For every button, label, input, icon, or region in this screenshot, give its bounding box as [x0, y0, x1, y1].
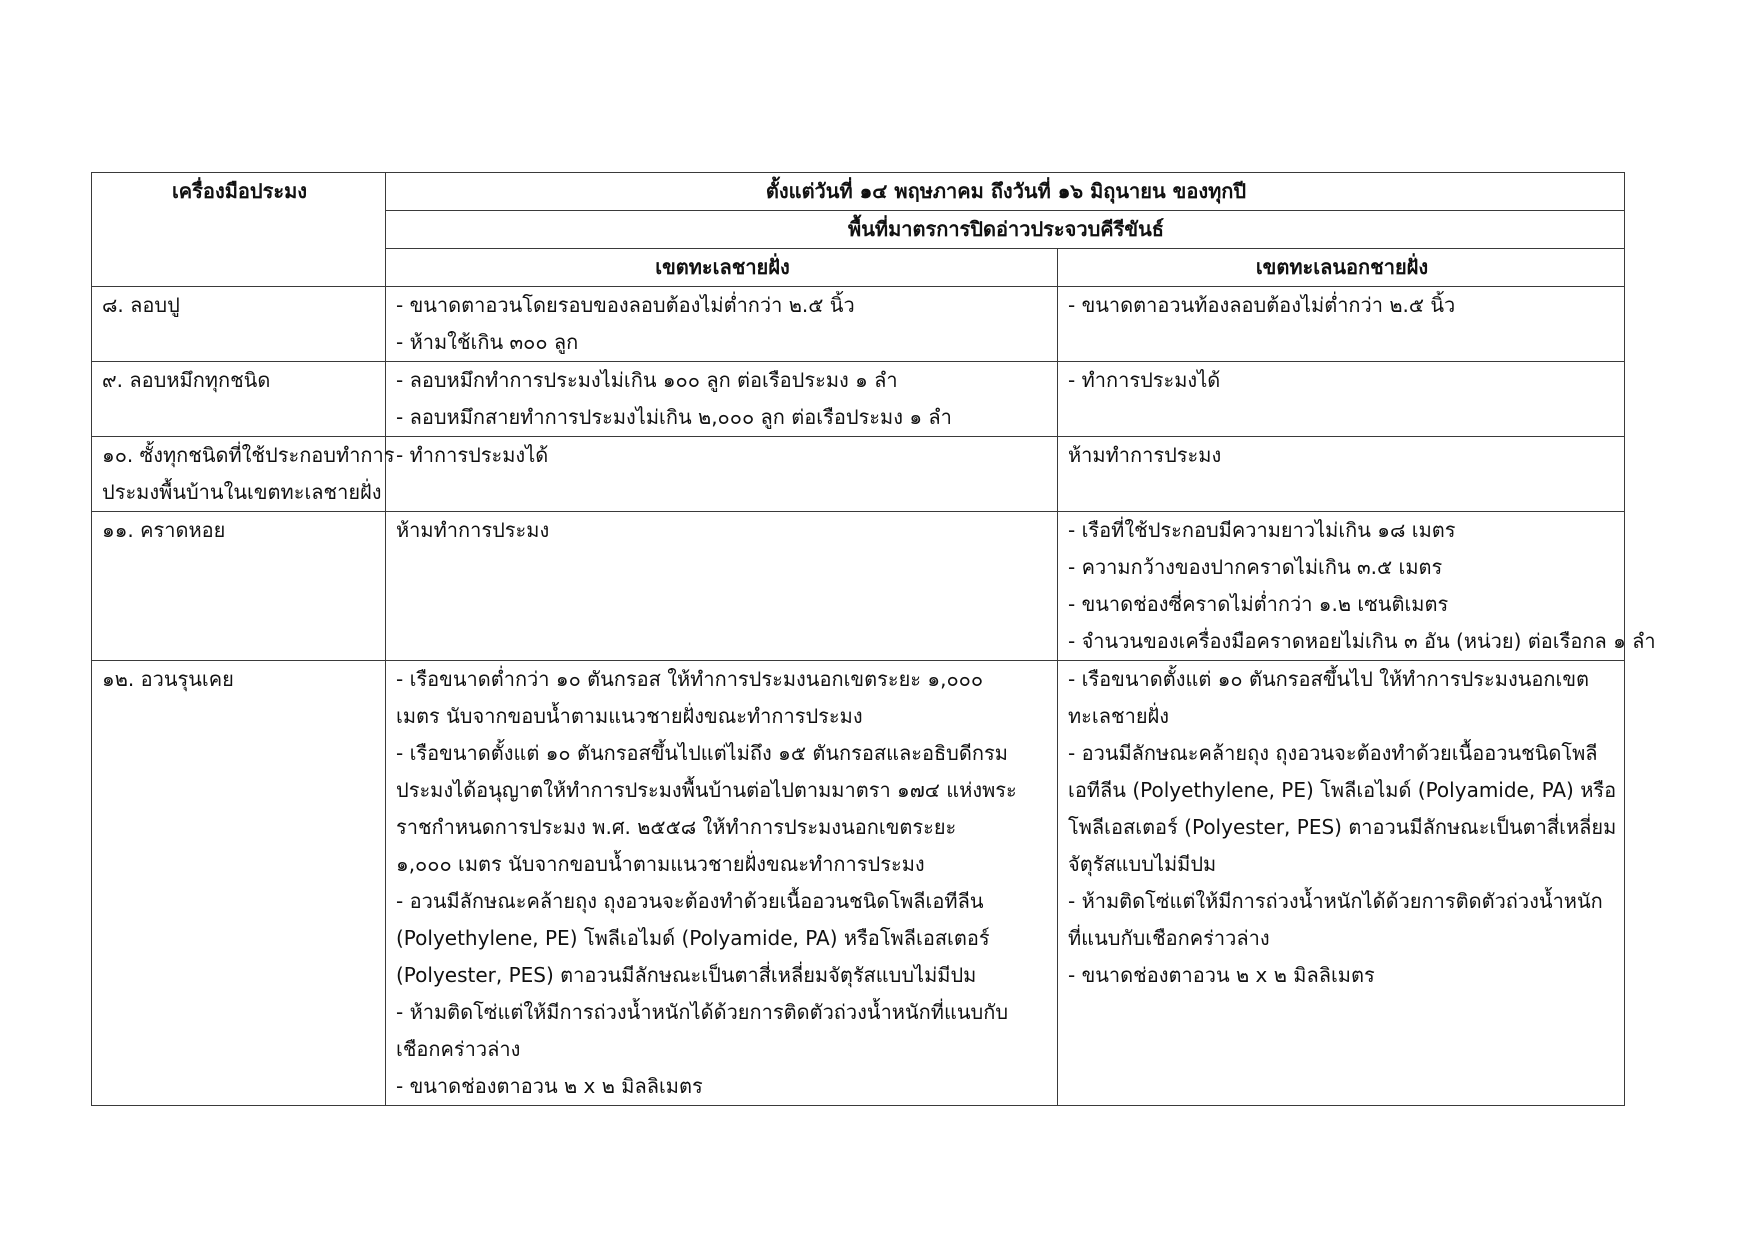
table-row: [92, 437, 1625, 512]
rule-line: (Polyethylene, PE) โพลีเอไมด์ (Polyamide, PA) หรือโพลีเอสเตอร์: [396, 926, 990, 950]
rule-line: - จำนวนของเครื่องมือคราดหอยไม่เกิน ๓ อัน (หน่วย) ต่อเรือกล ๑ ลำ: [1068, 629, 1656, 653]
rule-line: - เรือขนาดต่ำกว่า ๑๐ ตันกรอส ให้ทำการประมงนอกเขตระยะ ๑,๐๐๐: [396, 667, 984, 691]
rule-line: - เรือที่ใช้ประกอบมีความยาวไม่เกิน ๑๘ เมตร: [1068, 518, 1456, 542]
rule-line: - ขนาดตาอวนท้องลอบต้องไม่ต่ำกว่า ๒.๕ นิ้ว: [1068, 293, 1456, 317]
rule-line: - อวนมีลักษณะคล้ายถุง ถุงอวนจะต้องทำด้วยเนื้ออวนชนิดโพลีเอทีลีน: [396, 889, 984, 913]
rule-line: - ห้ามติดโซ่แต่ให้มีการถ่วงน้ำหนักได้ด้วยการติดตัวถ่วงน้ำหนักที่แนบกับ: [396, 1000, 1009, 1024]
tool-name: ๑๒. อวนรุนเคย: [102, 667, 234, 691]
coastal-rule-cell: [386, 661, 1058, 1106]
rule-line: เมตร นับจากขอบน้ำตามแนวชายฝั่งขณะทำการประมง: [396, 704, 863, 728]
rule-line: - ขนาดช่องซี่คราดไม่ต่ำกว่า ๑.๒ เซนติเมตร: [1068, 592, 1449, 616]
rule-line: ประมงได้อนุญาตให้ทำการประมงพื้นบ้านต่อไปตามมาตรา ๑๗๔ แห่งพระ: [396, 778, 1017, 802]
offshore-rule-cell: [1058, 512, 1656, 661]
rule-line: - ห้ามติดโซ่แต่ให้มีการถ่วงน้ำหนักได้ด้วยการติดตัวถ่วงน้ำหนัก: [1068, 889, 1603, 913]
header-period: ตั้งแต่วันที่ ๑๔ พฤษภาคม ถึงวันที่ ๑๖ มิถุนายน ของทุกปี: [386, 173, 1625, 211]
rule-line: โพลีเอสเตอร์ (Polyester, PES) ตาอวนมีลักษณะเป็นตาสี่เหลี่ยม: [1068, 815, 1617, 839]
tool-name-cell: [92, 287, 386, 362]
rule-line: - ความกว้างของปากคราดไม่เกิน ๓.๕ เมตร: [1068, 555, 1443, 579]
rule-line: - เรือขนาดตั้งแต่ ๑๐ ตันกรอสขึ้นไป ให้ทำการประมงนอกเขต: [1068, 667, 1590, 691]
rule-line: - อวนมีลักษณะคล้ายถุง ถุงอวนจะต้องทำด้วยเนื้ออวนชนิดโพลี: [1068, 741, 1598, 765]
header-coastal-zone: เขตทะเลชายฝั่ง: [386, 249, 1058, 287]
tool-name-line: ๑๐. ซั้งทุกชนิดที่ใช้ประกอบทำการ: [102, 443, 395, 467]
rule-line: - ทำการประมงได้: [396, 443, 549, 467]
rule-line: ห้ามทำการประมง: [396, 518, 550, 542]
offshore-rule-cell: [1058, 661, 1625, 1106]
tool-name: ๙. ลอบหมึกทุกชนิด: [102, 368, 271, 392]
table-row: [92, 287, 1625, 362]
rule-line: เชือกคร่าวล่าง: [396, 1037, 521, 1061]
rule-line: - ลอบหมึกสายทำการประมงไม่เกิน ๒,๐๐๐ ลูก ต่อเรือประมง ๑ ลำ: [396, 405, 952, 429]
header-tool-column: เครื่องมือประมง: [92, 173, 386, 287]
tool-name-line: ประมงพื้นบ้านในเขตทะเลชายฝั่ง: [102, 480, 382, 504]
coastal-rule-cell: [386, 362, 1058, 437]
coastal-rule-cell: [386, 437, 1058, 512]
header-offshore-zone: เขตทะเลนอกชายฝั่ง: [1058, 249, 1625, 287]
tool-name-cell: [92, 512, 386, 661]
rule-line: ๑,๐๐๐ เมตร นับจากขอบน้ำตามแนวชายฝั่งขณะทำการประมง: [396, 852, 925, 876]
rule-line: ห้ามทำการประมง: [1068, 443, 1222, 467]
table-row: [92, 661, 1625, 1106]
tool-name: ๘. ลอบปู: [102, 293, 180, 317]
rule-line: - ขนาดช่องตาอวน ๒ x ๒ มิลลิเมตร: [396, 1074, 703, 1098]
rule-line: - ขนาดตาอวนโดยรอบของลอบต้องไม่ต่ำกว่า ๒.๕ นิ้ว: [396, 293, 855, 317]
header-row-period: [92, 173, 1625, 211]
coastal-rule-cell: [386, 512, 1058, 661]
tool-name-cell: [92, 437, 395, 512]
fishing-regulation-table: [91, 172, 1656, 1106]
rule-line: (Polyester, PES) ตาอวนมีลักษณะเป็นตาสี่เหลี่ยมจัตุรัสแบบไม่มีปม: [396, 963, 977, 987]
rule-line: ที่แนบกับเชือกคร่าวล่าง: [1068, 926, 1270, 950]
rule-line: - ห้ามใช้เกิน ๓๐๐ ลูก: [396, 330, 579, 354]
table-row: [92, 362, 1625, 437]
tool-name-cell: [92, 362, 386, 437]
coastal-rule-cell: [386, 287, 1058, 362]
table-row: [92, 512, 1625, 661]
rule-line: - ขนาดช่องตาอวน ๒ x ๒ มิลลิเมตร: [1068, 963, 1375, 987]
rule-line: - ลอบหมึกทำการประมงไม่เกิน ๑๐๐ ลูก ต่อเรือประมง ๑ ลำ: [396, 368, 898, 392]
rule-line: จัตุรัสแบบไม่มีปม: [1068, 852, 1217, 876]
rule-line: - เรือขนาดตั้งแต่ ๑๐ ตันกรอสขึ้นไปแต่ไม่ถึง ๑๕ ตันกรอสและอธิบดีกรม: [396, 741, 1008, 765]
rule-line: ราชกำหนดการประมง พ.ศ. ๒๕๕๘ ให้ทำการประมงนอกเขตระยะ: [396, 815, 957, 839]
rule-line: ทะเลชายฝั่ง: [1068, 704, 1170, 728]
tool-name: ๑๑. คราดหอย: [102, 518, 226, 542]
rule-line: - ทำการประมงได้: [1068, 368, 1221, 392]
tool-name-cell: [92, 661, 386, 1106]
offshore-rule-cell: [1058, 287, 1625, 362]
offshore-rule-cell: [1058, 362, 1625, 437]
header-area: พื้นที่มาตรการปิดอ่าวประจวบคีรีขันธ์: [386, 211, 1625, 249]
offshore-rule-cell: [1058, 437, 1625, 512]
rule-line: เอทีลีน (Polyethylene, PE) โพลีเอไมด์ (Polyamide, PA) หรือ: [1068, 778, 1617, 802]
